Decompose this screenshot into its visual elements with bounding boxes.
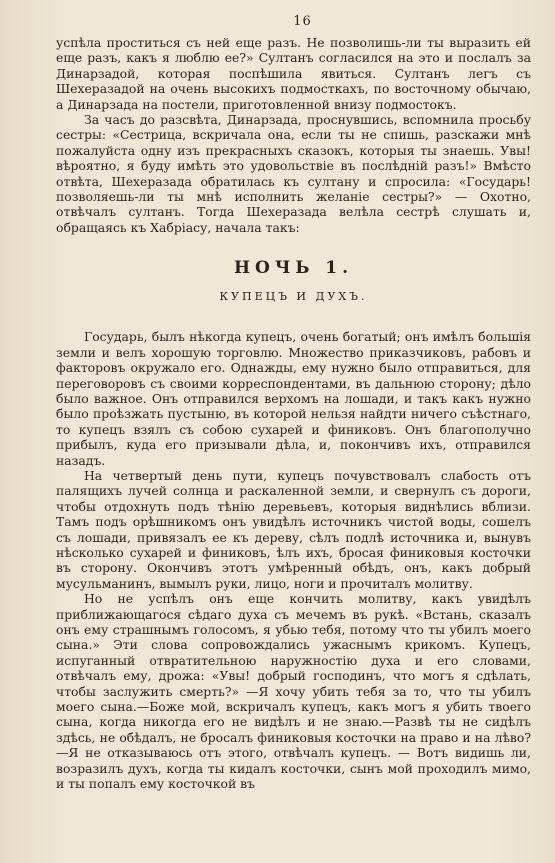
paragraph-1: успѣла проститься съ ней еще разъ. Не позволишь-ли ты выразить ей еще разъ, какъ я люблю ее?» Султанъ согласился на это и послалъ за Динарзадой, которая поспѣшила явиться. Султанъ легъ съ Шехеразадой на очень высокихъ подмосткахъ, по восточному обычаю, а Динарзада на постели, приготовленной внизу подмостокъ. (56, 35, 531, 112)
paragraph-2: За часъ до разсвѣта, Динарзада, проснувшись, вспомнила просьбу сестры: «Сестрица, вскричала она, если ты не спишь, разскажи мнѣ пожалуйста одну изъ прекрасныхъ сказокъ, которыя ты знаешь. Увы! вѣроятно, я буду имѣть это удовольствіе въ послѣдній разъ!» Вмѣсто отвѣта, Шехеразада обратилась къ султану и спросила: «Государь! позволяешь-ли ты мнѣ исполнить желаніе сестры?» — Охотно, отвѣчалъ султанъ. Тогда Шехеразада велѣла сестрѣ слушать и, обращаясь къ Хабріасу, начала такъ: (56, 112, 531, 235)
paragraph-5: Но не успѣлъ онъ еще кончить молитву, какъ увидѣлъ приближающагося сѣдаго духа съ мечемъ въ рукѣ. «Встань, сказалъ онъ ему страшнымъ голосомъ, я убью тебя, потому что ты убилъ моего сына.» Эти слова сопровождались ужаснымъ крикомъ. Купецъ, испуганный отвратительною наружностію духа и его словами, отвѣчалъ ему, дрожа: «Увы! добрый господинъ, что могъ я сдѣлать, чтобы заслужить смерть?» —Я хочу убить тебя за то, что ты убилъ моего сына.—Боже мой, вскричалъ купецъ, какъ могъ я убить твоего сына, когда никогда его не видѣлъ и не знаю.—Развѣ ты не сидѣлъ здѣсь, не обѣдалъ, не бросалъ финиковыя косточки на право и на лѣво?—Я не отказываюсь отъ этого, отвѣчалъ купецъ. — Вотъ видишь ли, возразилъ духъ, когда ты кидалъ косточки, сынъ мой проходилъ мимо, и ты попалъ ему косточкой въ (56, 591, 531, 792)
night-title: НОЧЬ 1. (233, 258, 354, 279)
paragraph-4: На четвертый день пути, купецъ почувствовалъ слабость отъ палящихъ лучей солнца и раскаленной земли, и свернулъ съ дороги, чтобы отдохнуть подъ тѣнію деревьевъ, которыя виднѣлись вблизи. Тамъ подъ орѣшникомъ онъ увидѣлъ источникъ чистой воды, сошелъ съ лошади, привязалъ ее къ дереву, сѣлъ подлѣ источника и, вынувъ нѣсколько сухарей и финиковъ, ѣлъ ихъ, бросая финиковыя косточки въ сторону. Окончивъ этотъ умѣренный обѣдъ, онъ, какъ добрый мусульманинъ, вымылъ руки, лицо, ноги и прочиталъ молитву. (56, 467, 531, 591)
story-title: КУПЕЦЪ И ДУХЪ. (219, 290, 368, 304)
paragraph-3: Государь, былъ нѣкогда купецъ, очень богатый; онъ имѣлъ большія земли и велъ хорошую торговлю. Множество приказчиковъ, рабовъ и факторовъ окружало его. Однажды, ему нужно было отправиться, для переговоровъ съ своими корреспондентами, въ дальнюю сторону; дѣло было важное. Онъ отправился верхомъ на лошади, и такъ какъ нужно было проѣзжать пустыню, въ которой нельзя найдти ничего съѣстнаго, то купецъ взялъ съ собою сухарей и финиковъ. Онъ благополучно прибылъ, куда его призывали дѣла, и, покончивъ ихъ, отправился назадъ. (56, 329, 531, 468)
page-number: 16 (293, 14, 312, 29)
